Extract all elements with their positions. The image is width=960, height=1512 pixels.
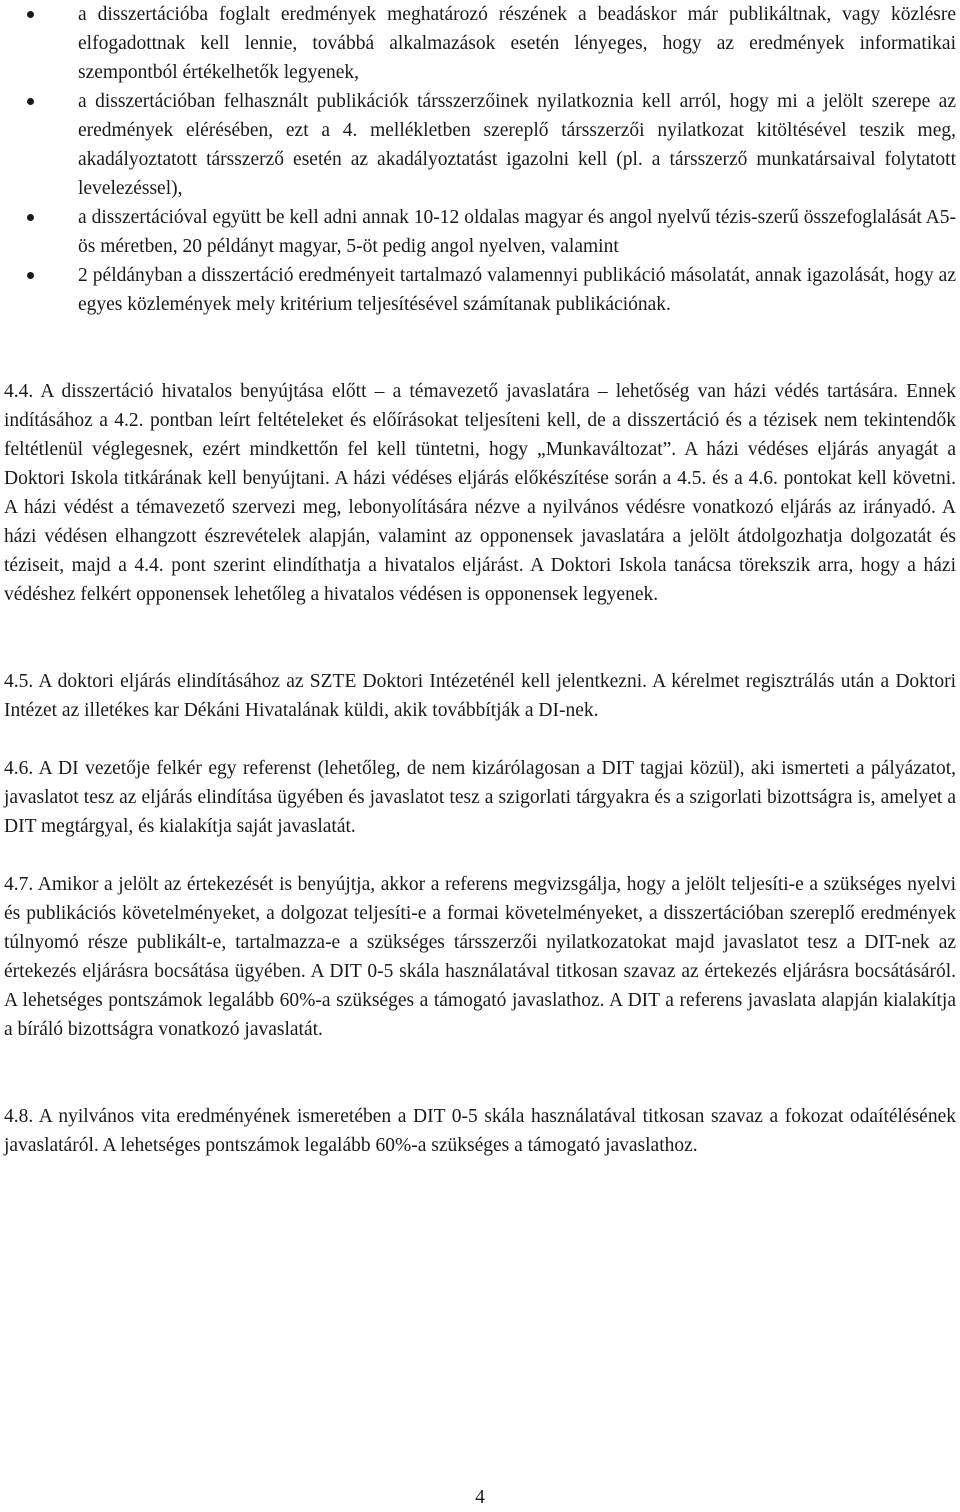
bullet-icon <box>27 214 34 221</box>
page-number: 4 <box>475 1487 485 1508</box>
bullet-icon <box>27 11 34 18</box>
list-item <box>0 0 956 87</box>
list-item-text: 2 példányban a disszertáció eredményeit tartalmazó valamennyi publikáció másolatát, annak igazolását, hogy az egyes közlemények mely kritérium teljesítésével számítanak publikációnak. <box>78 265 956 315</box>
list-item-text: a disszertációba foglalt eredmények meghatározó részének a beadáskor már publikáltnak, vagy közlésre elfogadottnak kell lennie, továbbá alkalmazások esetén lényeges, hogy az eredmények informatikai szempontból értékelhetők legyenek, <box>78 4 956 83</box>
section-4-8: 4.8. A nyilvános vita eredményének ismeretében a DIT 0-5 skála használatával titkosan szavaz a fokozat odaítélésének javaslatáról. A lehetséges pontszámok legalább 60%-a szükséges a támogató javaslathoz. <box>4 1106 956 1156</box>
list-item-text: a disszertációban felhasznált publikációk társszerzőinek nyilatkoznia kell arról, hogy mi a jelölt szerepe az eredmények elérésében, ezt a 4. mellékletben szereplő társszerzői nyilatkozat kitöltésével teszik meg, akadályoztatott társszerző esetén az akadályoztatást igazolni kell (pl. a társszerző munkatársaival folytatott levelezéssel), <box>78 91 956 199</box>
section-4-5: 4.5. A doktori eljárás elindításához az SZTE Doktori Intézeténél kell jelentkezni. A kérelmet regisztrálás után a Doktori Intézet az illetékes kar Dékáni Hivatalának küldi, akik továbbítják a DI-nek. <box>4 671 956 721</box>
section-4-4: 4.4. A disszertáció hivatalos benyújtása előtt – a témavezető javaslatára – lehetőség van házi védés tartására. Ennek indításához a 4.2. pontban leírt feltételeket és előírásokat teljesíteni kell, de a disszertáció és a tézisek nem tekintendők feltétlenül véglegesnek, ezért mindkettőn fel kell tüntetni, hogy „Munkaváltozat”. A házi védéses eljárás anyagát a Doktori Iskola titkárának kell benyújtani. A házi védéses eljárás előkészítése során a 4.5. és a 4.6. pontokat kell követni. A házi védést a témavezető szervezi meg, lebonyolítására nézve a nyilvános védésre vonatkozó eljárás az irányadó. A házi védésen elhangzott észrevételek alapján, valamint az opponensek javaslatára a jelölt átdolgozhatja dolgozatát és téziseit, majd a 4.4. pont szerint elindíthatja a hivatalos eljárást. A Doktori Iskola tanácsa törekszik arra, hogy a házi védéshez felkért opponensek lehetőleg a hivatalos védésen is opponensek legyenek. <box>4 381 956 605</box>
list-item-text: a disszertációval együtt be kell adni annak 10-12 oldalas magyar és angol nyelvű tézis-szerű összefoglalását A5-ös méretben, 20 példányt magyar, 5-öt pedig angol nyelven, valamint <box>78 207 956 257</box>
bullet-icon <box>27 98 34 105</box>
section-4-7: 4.7. Amikor a jelölt az értekezését is benyújtja, akkor a referens megvizsgálja, hogy a jelölt teljesíti-e a szükséges nyelvi és publikációs követelményeket, a dolgozat teljesíti-e a formai követelményeket, a disszertációban szereplő eredmények túlnyomó része publikált-e, tartalmazza-e a szükséges társszerzői nyilatkozatokat majd javaslatot tesz a DIT-nek az értekezés eljárásra bocsátása ügyében. A DIT 0-5 skála használatával titkosan szavaz az értekezés eljárásra bocsátásáról. A lehetséges pontszámok legalább 60%-a szükséges a támogató javaslathoz. A DIT a referens javaslata alapján kialakítja a bíráló bizottságra vonatkozó javaslatát. <box>4 874 956 1040</box>
list-item <box>0 203 956 261</box>
bullet-icon <box>27 272 34 279</box>
requirements-list <box>0 0 956 319</box>
list-item <box>0 261 956 319</box>
list-item <box>0 87 956 203</box>
section-4-6: 4.6. A DI vezetője felkér egy referenst (lehetőleg, de nem kizárólagosan a DIT tagjai közül), aki ismerteti a pályázatot, javaslatot tesz az eljárás elindítása ügyében és javaslatot tesz a szigorlati tárgyakra és a szigorlati bizottságra is, amelyet a DIT megtárgyal, és kialakítja saját javaslatát. <box>4 758 956 837</box>
